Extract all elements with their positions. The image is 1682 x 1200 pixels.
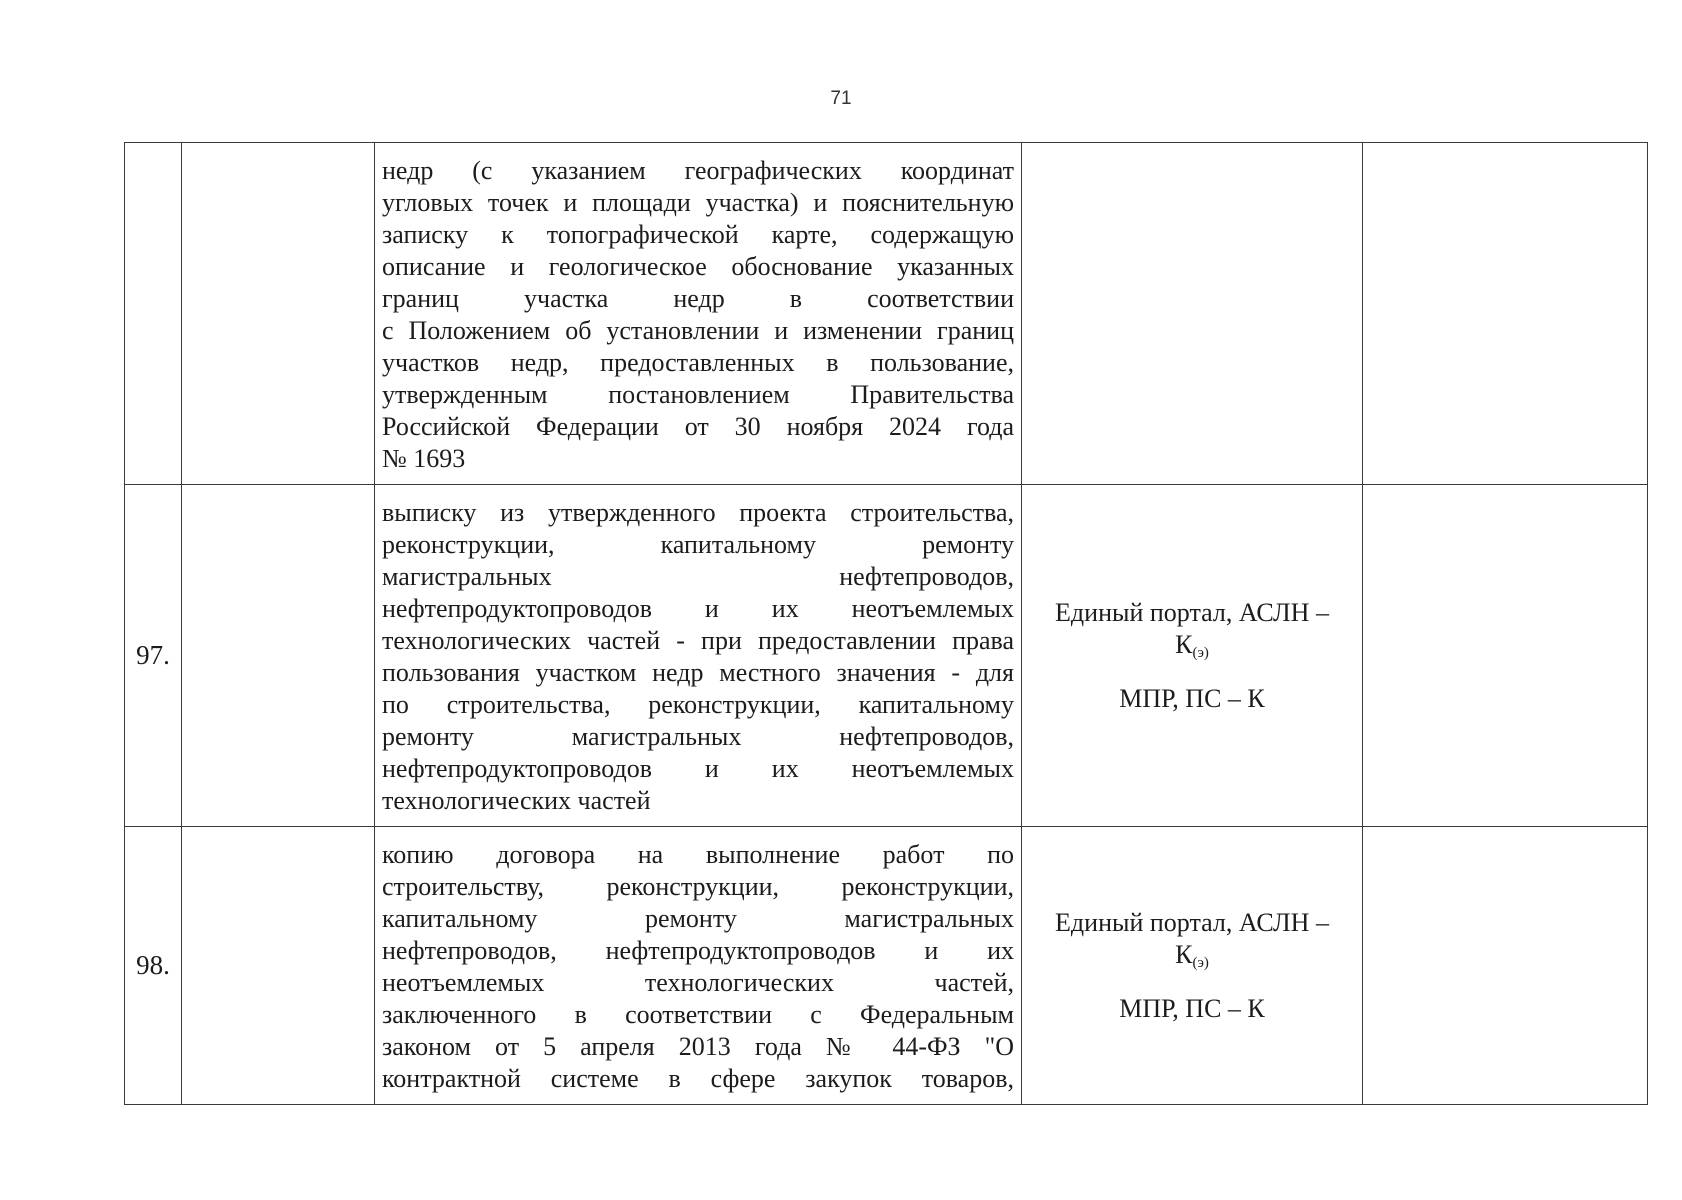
text-line: неотъемлемых технологических частей, <box>382 968 1014 997</box>
submission-method-cell <box>1022 143 1363 485</box>
empty-cell <box>1363 827 1648 1105</box>
spacer <box>1022 669 1362 683</box>
table-row <box>125 827 1648 1105</box>
text-line: угловых точек и площади участка) и пояснительную <box>382 188 1014 217</box>
text-line: границ участка недр в соответствии <box>382 284 1014 313</box>
empty-cell <box>1363 485 1648 827</box>
spacer <box>1022 979 1362 993</box>
submission-method-cell <box>1022 485 1363 827</box>
text-line: ремонту магистральных нефтепроводов, <box>382 722 1014 751</box>
row-number-cell: 97. <box>125 485 182 827</box>
text-line: № 1693 <box>382 444 466 473</box>
empty-cell <box>1363 143 1648 485</box>
text-line: копию договора на выполнение работ по <box>382 840 1014 869</box>
text-line: нефтепроводов, нефтепродуктопроводов и их <box>382 936 1014 965</box>
text-line: утвержденным постановлением Правительства <box>382 380 1014 409</box>
text-line: технологических частей <box>382 786 651 815</box>
text-line: Российской Федерации от 30 ноября 2024 года <box>382 412 1014 441</box>
portal-line: МПР, ПС – К <box>1119 993 1265 1023</box>
table-row <box>125 485 1648 827</box>
portal-code-main: К <box>1175 629 1193 659</box>
text-line: технологических частей - при предоставлении права <box>382 626 1014 655</box>
text-line: выписку из утвержденного проекта строительства, <box>382 498 1014 527</box>
text-line: строительству, реконструкции, реконструкции, <box>382 872 1014 901</box>
portal-code-sub: (э) <box>1192 954 1209 971</box>
portal-code <box>1022 629 1362 669</box>
text-line: капитальному ремонту магистральных <box>382 904 1014 933</box>
text-line: законом от 5 апреля 2013 года № 44-ФЗ "О <box>382 1032 1014 1061</box>
portal-line: Единый портал, АСЛН – <box>1055 907 1329 937</box>
text-line: нефтепродуктопроводов и их неотъемлемых <box>382 594 1014 623</box>
text-line: нефтепродуктопроводов и их неотъемлемых <box>382 754 1014 783</box>
table-row <box>125 143 1648 485</box>
document-description-cell <box>375 485 1022 827</box>
text-line: записку к топографической карте, содержащую <box>382 220 1014 249</box>
page-number: 71 <box>830 88 852 109</box>
empty-cell <box>182 485 375 827</box>
row-number-cell: 98. <box>125 827 182 1105</box>
portal-code <box>1022 939 1362 979</box>
text-line: участков недр, предоставленных в пользование, <box>382 348 1014 377</box>
document-description-cell <box>375 143 1022 485</box>
text-line: реконструкции, капитальному ремонту <box>382 530 1014 559</box>
empty-cell <box>182 143 375 485</box>
portal-line: МПР, ПС – К <box>1119 683 1265 713</box>
portal-code-sub: (э) <box>1192 644 1209 661</box>
text-line: недр (с указанием географических координат <box>382 156 1014 185</box>
text-line: с Положением об установлении и изменении границ <box>382 316 1014 345</box>
portal-code-main: К <box>1175 939 1193 969</box>
text-line: по строительства, реконструкции, капитальному <box>382 690 1014 719</box>
text-line: магистральных нефтепроводов, <box>382 562 1014 591</box>
portal-line: Единый портал, АСЛН – <box>1055 597 1329 627</box>
text-line: контрактной системе в сфере закупок товаров, <box>382 1064 1014 1093</box>
text-line: пользования участком недр местного значения - для <box>382 658 1014 687</box>
text-line: заключенного в соответствии с Федеральным <box>382 1000 1014 1029</box>
document-table <box>124 142 1648 1105</box>
empty-cell <box>182 827 375 1105</box>
submission-method-cell <box>1022 827 1363 1105</box>
text-line: описание и геологическое обоснование указанных <box>382 252 1014 281</box>
document-description-cell <box>375 827 1022 1105</box>
row-number-cell <box>125 143 182 485</box>
